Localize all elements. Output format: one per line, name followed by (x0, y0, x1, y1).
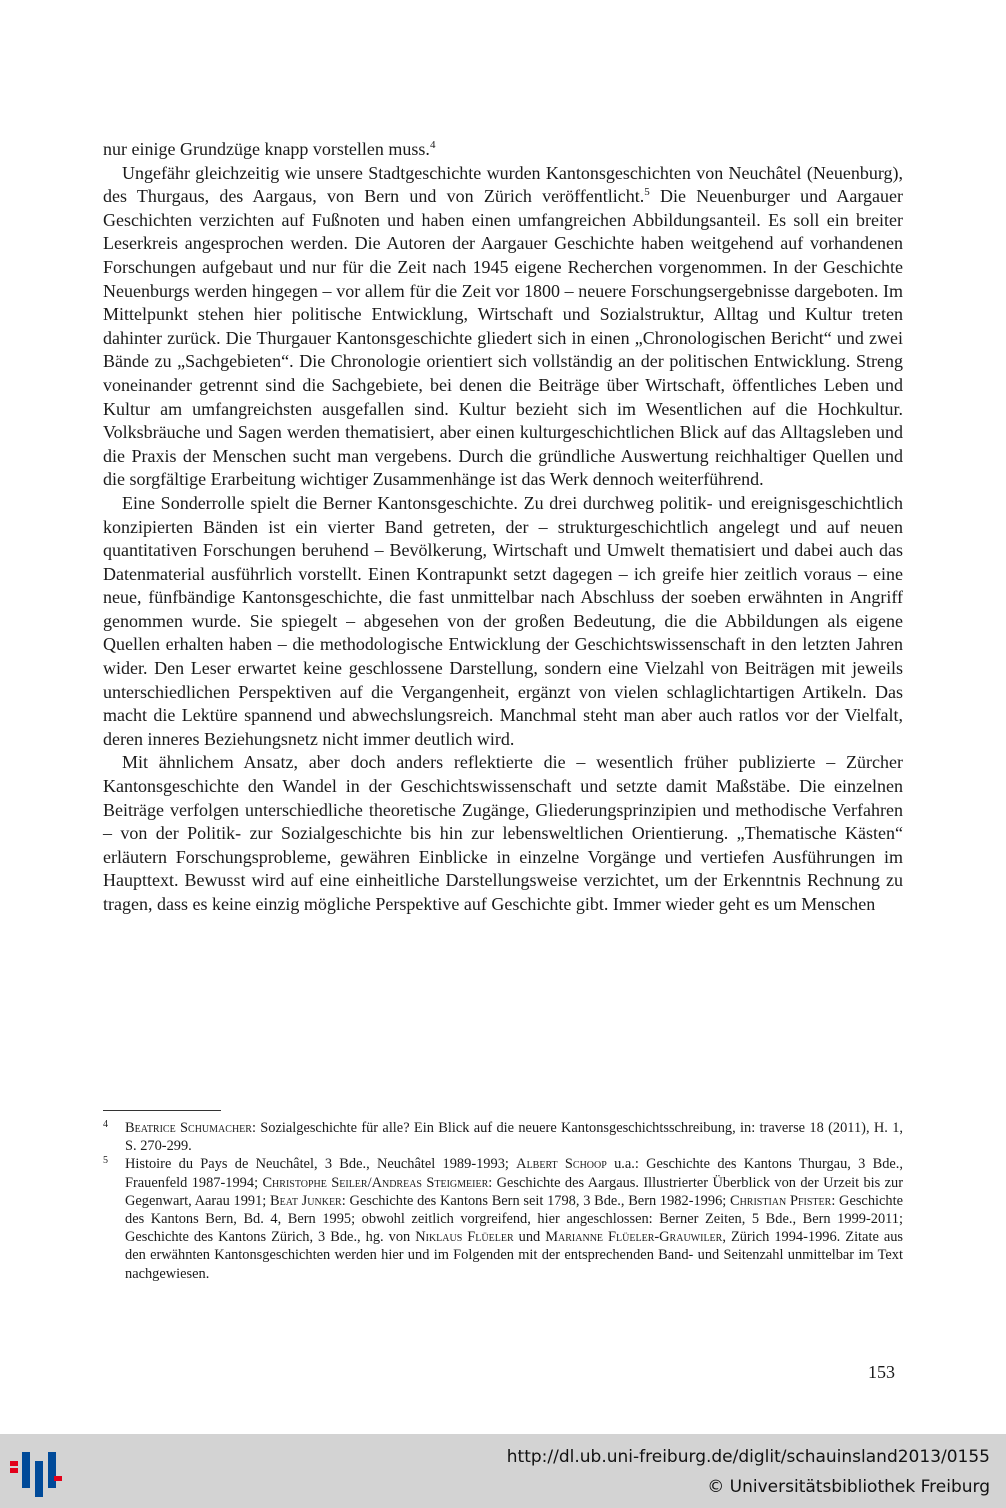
paragraph-4: Mit ähnlichem Ansatz, aber doch anders reflektierte die – wesentlich früher publizierte – Zürcher Kantonsgeschichte den Wandel in der Geschichtswissenschaft und setzte damit Maßstäbe. Die einzelnen Beiträge verfolgen unterschiedliche theoretische Zugänge, Gliederungsprinzipien und methodische Verfahren – von der Politik- zur Sozialgeschichte bis hin zur lebensweltlichen Orientierung. „Thematische Kästen“ erläutern Forschungsprobleme, gewähren Einblicke in einzelne Vorgänge und vertiefen Ausführungen im Haupttext. Bewusst wird auf eine einheitliche Darstellungsweise verzichtet, um der Erkenntnis Rechnung zu tragen, dass es keine einzig mögliche Perspektive auf Geschichte gibt. Immer wieder geht es um Menschen (103, 752, 903, 914)
copyright-notice: © Universitätsbibliothek Freiburg (707, 1477, 990, 1497)
footnote-author: Beatrice Schumacher (125, 1120, 252, 1136)
paragraph-3: Eine Sonderrolle spielt die Berner Kantonsgeschichte. Zu drei durchweg politik- und ereignisgeschichtlich konzipierten Bänden ist ein vierter Band getreten, der – strukturgeschichtlich angelegt und auf neuen quantitativen Forschungen beruhend – Bevölkerung, Wirtschaft und Umwelt thematisiert und dabei auch das Datenmaterial ausführlich vorstellt. Einen Kontrapunkt setzt dagegen – ich greife hier zeitlich voraus – eine neue, fünfbändige Kantonsgeschichte, die fast unmittelbar nach Abschluss der soeben erwähnten in Angriff genommen wurde. Sie spiegelt – abgesehen von der großen Bedeutung, die die Abbildungen als eigene Quellen erhalten haben – die methodologische Entwicklung der Geschichtswissenschaft in den letzten Jahren wider. Den Leser erwartet keine geschlossene Darstellung, sondern eine Vielzahl von Beiträgen mit jeweils unterschiedlichen Perspektiven auf die Vergangenheit, ergänzt von vielen schlaglichtartigen Artikeln. Das macht die Lektüre spannend und abwechslungsreich. Manchmal steht man aber auch ratlos vor der Vielfalt, deren inneres Beziehungsnetz nicht immer deutlich wird. (103, 492, 903, 749)
footnote-number: 4 (103, 1119, 108, 1130)
footnote-author: Albert Schoop (516, 1156, 607, 1173)
page-number: 153 (868, 1362, 895, 1382)
footer-bar (0, 1434, 1006, 1508)
footnote-author: Christian Pfister (729, 1192, 832, 1209)
footnote-5: 5 Histoire du Pays de Neuchâtel, 3 Bde., Neuchâtel 1989-1993; Albert Schoop u.a.: Geschichte des Kantons Thurgau, 3 Bde., Frauenfeld 1987-1994; Christophe Seiler/Andreas Steigmeier: Geschichte des Aargaus. Illustrierter Überblick von der Urzeit bis zur Gegenwart, Aarau 1991; Beat Junker: Geschichte des Kantons Bern seit 1798, 3 Bde., Bern 1982-1996; Christian Pfister: Geschichte des Kantons Bern, Bd. 4, Bern 1995; obwohl zeitlich vorgreifend, hier angeschlossen: Berner Zeiten, 5 Bde., Bern 1999-2011; Geschichte des Kantons Zürich, 3 Bde., hg. von Niklaus Flüeler und Marianne Flüeler-Grauwiler, Zürich 1994-1996. Zitate aus den erwähnten Kantonsgeschichten werden hier und im Folgenden mit der entsprechenden Band- und Seitenzahl unmittelbar im Text nachgewiesen. (103, 1155, 903, 1282)
footnote-ref-4[interactable]: 4 (429, 139, 436, 151)
footnote-author: Beat Junker (270, 1192, 342, 1209)
footnote-author: Christophe Seiler/Andreas Steigmeier (262, 1174, 489, 1191)
footnote-4: 4 Beatrice Schumacher: Sozialgeschichte für alle? Ein Blick auf die neuere Kantonsgeschichtsschreibung, in: traverse 18 (2011), H. 1, S. 270-299. (103, 1119, 903, 1155)
source-url-link[interactable]: http://dl.ub.uni-freiburg.de/diglit/schauinsland2013/0155 (506, 1447, 990, 1467)
body-text (103, 138, 903, 917)
footnote-number: 5 (103, 1155, 108, 1167)
footnotes (103, 1119, 903, 1283)
footnote-author: Niklaus Flüeler (415, 1229, 514, 1246)
footnote-divider (103, 1110, 221, 1111)
footnote-ref-5[interactable]: 5 (644, 186, 650, 199)
ub-freiburg-logo-icon[interactable] (10, 1446, 66, 1496)
footnote-author: Marianne Flüeler-Grauwiler (545, 1229, 723, 1246)
paragraph-1: nur einige Grundzüge knapp vorstellen muss.$^4$ (103, 139, 436, 159)
paragraph-2: Ungefähr gleichzeitig wie unsere Stadtgeschichte wurden Kantonsgeschichten von Neuchâtel (Neuenburg), des Thurgaus, des Aargaus, von Bern und von Zürich veröffentlicht.$^5$ Die Neuenburger und Aargauer Geschichten verzichten auf Fußnoten und haben einen umfangreichen Abbildungsanteil. Es soll ein breiter Leserkreis angesprochen werden. Die Autoren der Aargauer Geschichte haben weitgehend auf vorhandenen Forschungen aufgebaut und nur für die Zeit nach 1945 eigene Recherchen vorgenommen. In der Geschichte Neuenburgs werden hingegen – vor allem für die Zeit vor 1800 – neuere Forschungsergebnisse dargeboten. Im Mittelpunkt stehen hier politische Entwicklung, Wirtschaft und Sozialstruktur, Alltag und Kultur treten dahinter zurück. Die Thurgauer Kantonsgeschichte gliedert sich in einen „Chronologischen Bericht“ und zwei Bände zu „Sachgebieten“. Die Chronologie orientiert sich vollständig an der politischen Entwicklung. Streng voneinander getrennt sind die Sachgebiete, bei denen die Beiträge über Wirtschaft, öffentliches Leben und Kultur am umfangreichsten ausgefallen sind. Kultur bezieht sich im Wesentlichen auf die Hochkultur. Volksbräuche und Sagen werden thematisiert, aber einen kulturgeschichtlichen Blick auf das Alltagsleben und die Praxis der Menschen sucht man vergebens. Durch die gründliche Auswertung reichhaltiger Quellen und die sorgfältige Erarbeitung wichtiger Zusammenhänge ist das Werk dennoch weiterführend. (103, 162, 903, 490)
